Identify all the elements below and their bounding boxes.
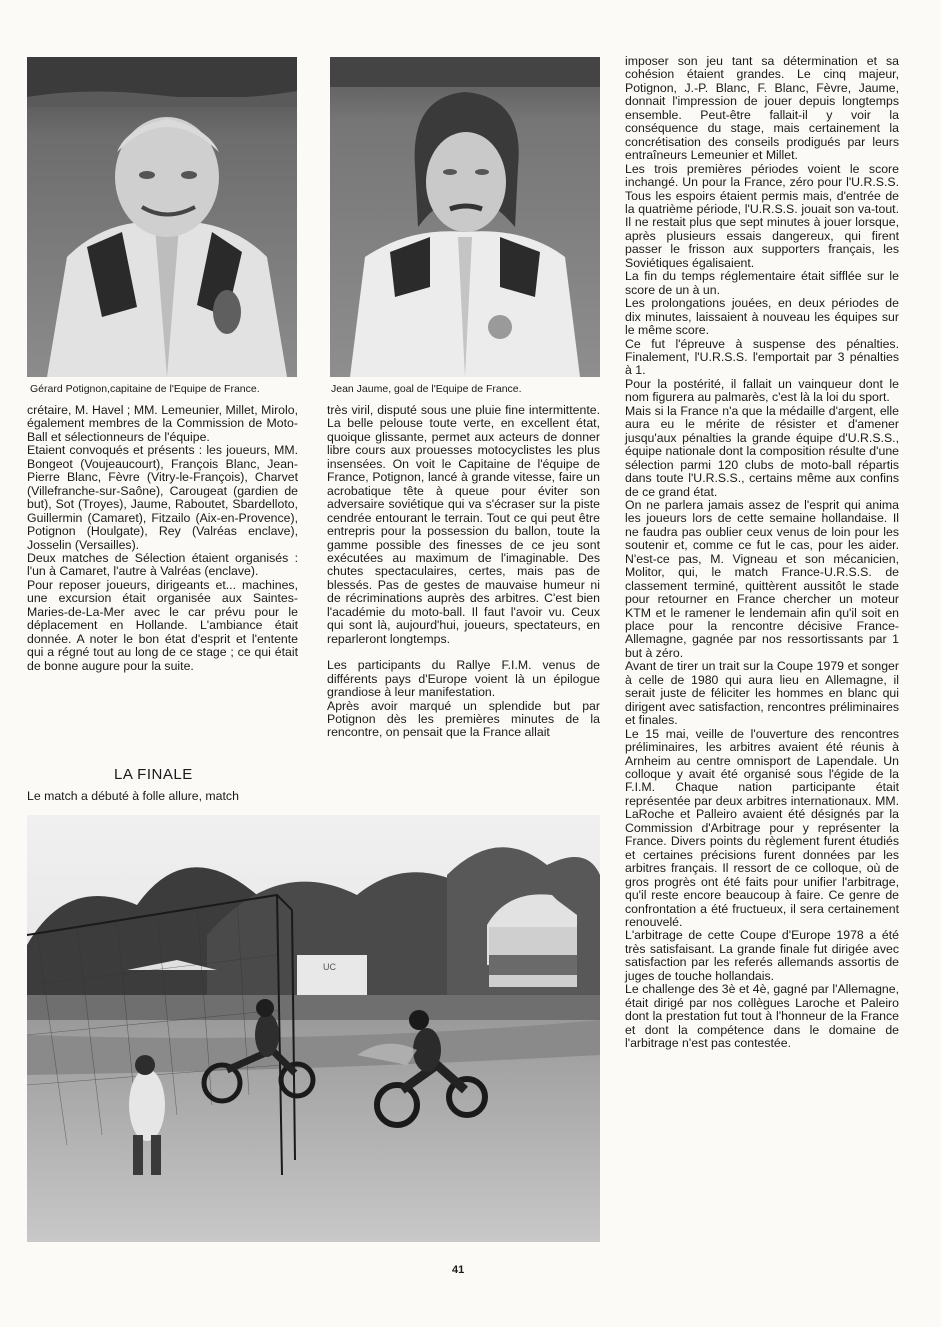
paragraph: L'arbitrage de cette Coupe d'Europe 1978 a été très satisfaisant. La grande finale fut dirigée avec satisfaction par les referés allemands assortis de juges de touche hollandais. [625,928,899,983]
paragraph: Les trois premières périodes voient le score inchangé. Un pour la France, zéro pour l'U.R.S.S. Tous les espoirs étaient permis mais, d'entrée de la quatrième période, l'U.R.S.S. jouait son va-tout. Il ne restait plus que sept minutes à jouer lorsque, après plusieurs essais dangereux, qui firent passer le frisson aux supporters français, les Soviétiques égalisaient. [625,161,899,270]
paragraph: crétaire, M. Havel ; MM. Lemeunier, Millet, Mirolo, également membres de la Commission de Moto-Ball et sélectionneurs de l'équipe. [27,403,298,444]
paragraph: Avant de tirer un trait sur la Coupe 1979 et songer à celle de 1980 qui aura lieu en Allemagne, il serait juste de féliciter les hommes en blanc qui dirigent avec satisfaction, rencontres préliminaires et finales. [625,659,899,728]
photo-jean-jaume [330,57,600,377]
paragraph: Etaient convoqués et présents : les joueurs, MM. Bongeot (Voujeaucourt), François Blanc, Jean-Pierre Blanc, Fèvre (Vitry-le-François), Charvet (Villefranche-sur-Saône), Carougeat (gardien de but), Sot (Troyes), Jaume, Raboutet, Sbardelloto, Guillermin (Camaret), Fitzailo (Aix-en-Provence), Potignon (Houlgate), Rey (Valréas enclave), Josselin (Versailles). [27,443,298,552]
paragraph: Ce fut l'épreuve à suspense des pénalties. Finalement, l'U.R.S.S. l'emportait par 3 pénalties à 1. [625,336,899,378]
photo-moto-ball-match [27,815,600,1242]
photo-gerard-potignon [27,57,297,377]
text-column-2 [327,404,600,740]
paragraph: Deux matches de Sélection étaient organisés : l'un à Camaret, l'autre à Valréas (enclave). [27,550,298,579]
paragraph: Le challenge des 3è et 4è, gagné par l'Allemagne, était dirigé par nos collègues Laroche et Paleiro dont la prestation fut tout à l'honneur de la France et dont la compétence dans le domaine de l'arbitrage n'est pas contestée. [625,982,899,1051]
hut-sign-text: UC [323,962,336,972]
paragraph: Après avoir marqué un splendide but par Potignon dès les premières minutes de la rencontre, on pensait que la France allait [327,698,600,740]
paragraph: imposer son jeu tant sa détermination et sa cohésion étaient grandes. Le cinq majeur, Potignon, J.-P. Blanc, F. Blanc, Fèvre, Jaume, donnait l'impression de jouer depuis longtemps ensemble. Peut-être fallait-il y voir la conséquence du stage, mais certainement la concrétisation des conseils prodigués par leurs entraîneurs Lemeunier et Millet. [625,54,899,163]
paragraph: Pour reposer joueurs, dirigeants et... machines, une excursion était organisée aux Saintes-Maries-de-La-Mer avec le car prévu pour le déplacement en Hollande. L'ambiance était donnée. A noter le bon état d'esprit et l'entente qui a régné tout au long de ce stage ; ce qui était de bonne augure pour la suite. [27,577,298,673]
paragraph: Les participants du Rallye F.I.M. venus de différents pays d'Europe voient là un épilogue grandiose à leur manifestation. [327,658,600,700]
text-column-3 [625,55,899,1051]
paragraph: On ne parlera jamais assez de l'esprit qui anima les joueurs lors de cette semaine hollandaise. Il ne faudra pas oublier ceux venus de loin pour les soutenir et, comme ce fut le cas, pour les aider. N'est-ce pas, M. Vigneau et son mécanicien, Molitor, qui, le match France-U.R.S.S. de classement terminé, quittèrent aussitôt le stade pour retourner en France chercher un moteur KTM et le ramener le lendemain afin qu'il soit en place pour la rencontre décisive France-Allemagne, gagnée par nos ressortissants par 1 but à zéro. [625,497,899,660]
paragraph: La fin du temps réglementaire était sifflée sur le score de un à un. [625,269,899,297]
section-heading-la-finale: LA FINALE [114,766,193,783]
paragraph: Le 15 mai, veille de l'ouverture des rencontres préliminaires, les arbitres avaient été réunis à Arnheim au centre omnisport de Lapendale. Un colloque y avait été organisé sous l'égide de la F.I.M. Chaque nation participante était représentée par deux arbitres internationaux. MM. LaRoche et Palleiro avaient été désignés par la Commission d'Arbitrage pour y représenter la France. Divers points du règlement furent étudiés et certaines précisions furent données par les arbitres français. Il ressort de ce colloque, où de gros progrès ont été faits pour unifier l'arbitrage, qu'il reste encore beaucoup à faire. Ce genre de confrontation a été fructueux, il sera certainement renouvelé. [625,726,899,929]
text-column-1-tail [27,790,298,803]
paragraph: très viril, disputé sous une pluie fine intermittente. La belle pelouse toute verte, en excellent état, quoique glissante, permet aux acteurs de donner libre cours aux prouesses motocyclistes les plus insensées. On voit le Capitaine de l'équipe de France, Potignon, lancé à grande vitesse, faire un acrobatique tête à queue pour éviter son adversaire soviétique qui va s'écraser sur la piste cendrée entourant le terrain. Tout ce qui peut être entrepris pour la possession du ballon, toute la gamme possible des finesses de ce jeu sont exécutées au maximum de l'imaginable. Des chutes spectaculaires, certes, mais pas de blessés. Pas de gestes de mauvaise humeur ni de récriminations auprès des arbitres. C'est bien l'académie du moto-ball. Il faut l'avoir vu. Ceux qui sont là, aujourd'hui, joueurs, spectateurs, en reparleront longtemps. [327,403,600,646]
text-column-1 [27,404,298,673]
paragraph: Mais si la France n'a que la médaille d'argent, elle aura eu le mérite de résister et d'amener jusqu'aux pénalties la grande équipe d'U.R.S.S., équipe nationale dont la composition résulte d'une sélection parmi 120 clubs de moto-ball répartis dans toute l'U.R.S.S., certains même aux confins de ce grand état. [625,403,899,499]
paragraph: Les prolongations jouées, en deux périodes de dix minutes, laissaient à nouveau les équipes sur le même score. [625,296,899,338]
caption-gerard-potignon: Gérard Potignon,capitaine de l'Equipe de France. [30,383,260,395]
page-number: 41 [452,1264,465,1276]
paragraph: Pour la postérité, il fallait un vainqueur dont le nom figurera au palmarès, c'est là la loi du sport. [625,376,899,405]
paragraph: Le match a débuté à folle allure, match [27,789,239,803]
caption-jean-jaume: Jean Jaume, goal de l'Equipe de France. [331,383,522,395]
